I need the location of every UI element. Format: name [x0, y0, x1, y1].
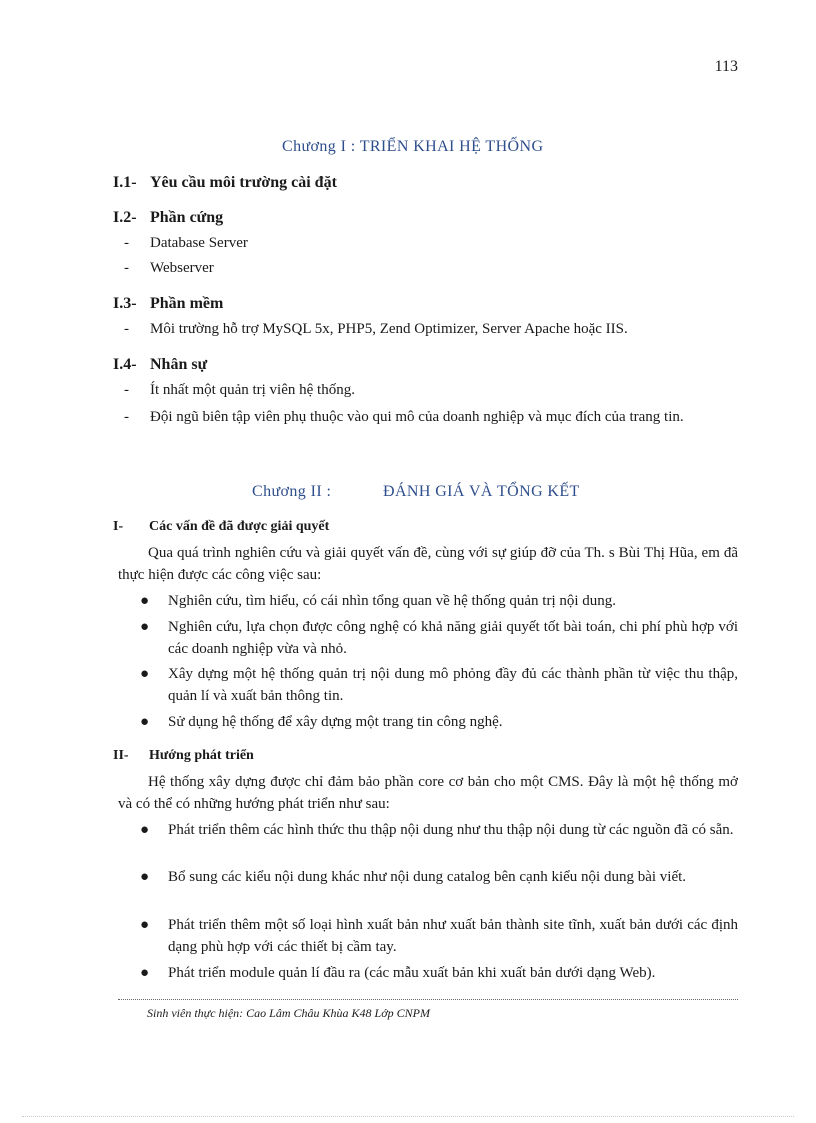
bullet-item: ● Phát triển thêm một số loại hình xuất bản như xuất bản thành site tĩnh, xuất bản dưới các định dạng phù hợp với các thiết bị cầm tay. — [140, 914, 738, 958]
section-number: I.4- — [113, 356, 137, 373]
bullet-item: ● Phát triển module quản lí đầu ra (các mẫu xuất bản khi xuất bản dưới dạng Web). — [140, 962, 738, 984]
bullet-item: ● Nghiên cứu, tìm hiểu, có cái nhìn tổng quan về hệ thống quản trị nội dung. — [140, 590, 738, 612]
dash-marker: - — [124, 260, 129, 276]
section-title: Phần mềm — [150, 295, 224, 312]
page-bottom-divider — [22, 1116, 794, 1117]
list-item: - Môi trường hỗ trợ MySQL 5x, PHP5, Zend Optimizer, Server Apache hoặc IIS. — [124, 321, 628, 337]
section-number: I.2- — [113, 209, 137, 226]
subsection-1-heading — [113, 519, 329, 535]
dash-marker: - — [124, 409, 129, 425]
bullet-item: ● Phát triển thêm các hình thức thu thập nội dung như thu thập nội dung từ các nguồn đã có sẵn. — [140, 819, 738, 841]
bullet-item: ● Xây dựng một hệ thống quản trị nội dung mô phỏng đầy đủ các thành phần từ việc thu thập, quản lí và xuất bản thông tin. — [140, 663, 738, 707]
list-item: - Đội ngũ biên tập viên phụ thuộc vào qui mô của doanh nghiệp và mục đích của trang tin. — [124, 406, 702, 429]
section-title: Yêu cầu môi trường cài đặt — [150, 174, 337, 191]
dash-marker: - — [124, 235, 129, 251]
bullet-item: ● Nghiên cứu, lựa chọn được công nghệ có khả năng giải quyết tốt bài toán, chi phí phù hợp với các doanh nghiệp vừa và nhỏ. — [140, 616, 738, 660]
dash-marker: - — [124, 321, 129, 337]
bullet-item: ● Bổ sung các kiểu nội dung khác như nội dung catalog bên cạnh kiểu nội dung bài viết. — [140, 866, 738, 888]
bullet-icon: ● — [140, 714, 150, 730]
section-1-3-heading — [113, 295, 223, 313]
list-item: - Database Server — [124, 235, 248, 251]
section-title: Phần cứng — [150, 209, 224, 226]
subsection-2-heading — [113, 748, 254, 764]
section-title: Nhân sự — [150, 356, 208, 373]
footer-divider — [118, 999, 738, 1000]
bullet-icon: ● — [140, 965, 150, 981]
section-number: I.1- — [113, 174, 137, 191]
section-number: I.3- — [113, 295, 137, 312]
page-number: 113 — [714, 58, 738, 75]
section-1-2-heading — [113, 209, 223, 227]
section-1-4-heading — [113, 356, 207, 374]
bullet-icon: ● — [140, 869, 150, 885]
chapter-2-title: ĐÁNH GIÁ VÀ TỔNG KẾT — [383, 483, 580, 500]
subsection-title: Hướng phát triển — [149, 748, 254, 763]
bullet-icon: ● — [140, 822, 150, 838]
subsection-number: I- — [113, 519, 124, 534]
bullet-icon: ● — [140, 666, 150, 682]
chapter-2-label: Chương II : — [252, 483, 332, 500]
subsection-title: Các vấn đề đã được giải quyết — [149, 519, 330, 534]
chapter-1-title: Chương I : TRIỂN KHAI HỆ THỐNG — [282, 138, 544, 155]
bullet-icon: ● — [140, 619, 150, 635]
list-item: - Ít nhất một quản trị viên hệ thống. — [124, 382, 355, 398]
paragraph: Qua quá trình nghiên cứu và giải quyết vấn đề, cùng với sự giúp đỡ của Th. s Bùi Thị Hũa, em đã thực hiện được các công việc sau: — [118, 545, 738, 583]
paragraph: Hệ thống xây dựng được chỉ đảm bảo phần core cơ bản cho một CMS. Đây là một hệ thống mở và có thể có những hướng phát triển như sau: — [118, 774, 738, 812]
bullet-icon: ● — [140, 593, 150, 609]
dash-marker: - — [124, 382, 129, 398]
bullet-item: ● Sử dụng hệ thống để xây dựng một trang tin công nghệ. — [140, 711, 738, 733]
footer-author: Sinh viên thực hiện: Cao Lâm Châu Khùa K48 Lớp CNPM — [147, 1006, 430, 1020]
section-1-1-heading — [113, 174, 337, 192]
list-item: - Webserver — [124, 260, 214, 276]
subsection-number: II- — [113, 748, 129, 763]
bullet-icon: ● — [140, 917, 150, 933]
